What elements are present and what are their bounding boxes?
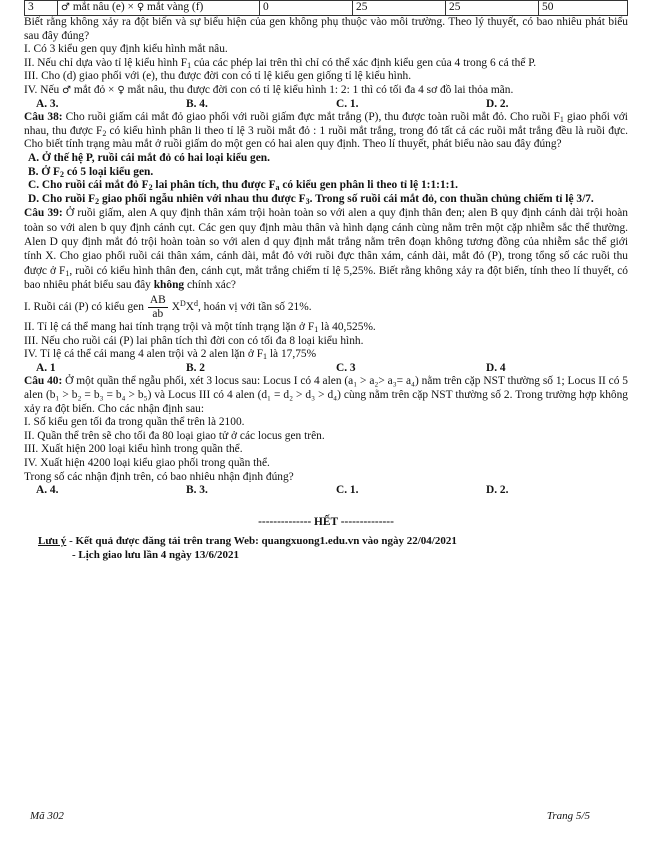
q40-options (24, 484, 628, 498)
note-block (24, 535, 628, 562)
table-cell: 25 (446, 1, 539, 16)
text: II. Tỉ lệ cá thể mang hai tính trạng trội và một tính trạng lặn ở F (24, 321, 315, 334)
question-39-section (24, 206, 628, 375)
table-cell: 50 (539, 1, 628, 16)
text: X (185, 301, 194, 314)
q38-option-c[interactable]: C. Cho ruồi cái mắt đỏ $F_2$ lai phân tích, thu được $F_a$ có kiểu gen phân li theo tỉ lệ 1:1:1:1. (28, 179, 458, 193)
table-cell: 3 (25, 1, 58, 16)
q37-statement-1: I. Có 3 kiểu gen quy định kiểu hình mắt nâu. (24, 43, 228, 56)
option-d[interactable]: D. 2. (486, 97, 509, 110)
q39-statement-3: III. Nếu cho ruồi cái (P) lai phân tích thì đời con có tối đa 8 loại kiểu hình. (24, 334, 364, 347)
exam-code: Mã 302 (30, 810, 64, 822)
q39-stem (24, 206, 628, 292)
page-number: Trang 5/5 (546, 810, 590, 822)
subscript: 1 (65, 268, 70, 278)
note-text: - Kết quả được đăng tải trên trang Web: quangxuong1.edu.vn vào ngày 22/04/2021 (66, 535, 457, 548)
question-37-section (24, 16, 628, 111)
q38-option-b[interactable]: B. Ở $F_2$ có 5 loại kiểu gen. (28, 165, 154, 179)
q37-statement-3: III. Cho (d) giao phối với (e), thu được đời con có tỉ lệ kiểu gen giống tỉ lệ kiểu hình. (24, 70, 412, 83)
text: giao phối với nhau, thu được F (24, 111, 628, 137)
text: của các phép lai trên thì chỉ có thể xác định kiểu gen của 4 trong 6 cá thể P. (191, 56, 537, 69)
text: có kiểu hình phân li theo tỉ lệ 3 ruồi mắt đỏ : 1 ruồi mắt trắng, trong đó tất cả các ruồi mắt trắng đều là ruồi đực. Cho biết tính trạng màu mắt ở ruồi giấm do một gen có hai alen quy định. Theo lí thuyết, phát biểu nào sau đây đúng? (24, 124, 628, 151)
cross-text: mắt vàng (f) (144, 1, 204, 14)
table-cell-cross (58, 1, 260, 16)
text: mắt đỏ × (71, 83, 118, 96)
option-d[interactable]: D. 4 (486, 361, 506, 374)
note-text: - Lịch giao lưu lần 4 ngày 13/6/2021 (72, 549, 240, 561)
subscript: 2 (102, 128, 107, 138)
superscript: d (193, 299, 198, 309)
q37-intro: Biết rằng không xảy ra đột biến và sự biểu hiện của gen không phụ thuộc vào môi trường. Theo lý thuyết, có bao nhiêu phát biểu sau đây đúng? (24, 16, 628, 42)
question-38-section (24, 111, 628, 206)
q40-statement-4: IV. Xuất hiện 4200 loại kiểu giao phối trong quần thể. (24, 457, 270, 470)
q38-option-a[interactable]: A. Ở thế hệ P, ruồi cái mắt đỏ có hai loại kiểu gen. (28, 151, 270, 164)
option-c[interactable]: C. 1. (336, 97, 359, 110)
text: Cho ruồi giấm cái mắt đỏ giao phối với ruồi giấm đực mắt trắng (P), thu được toàn ruồi mắt đỏ. Cho ruồi F (62, 111, 560, 124)
fraction-denominator: ab (152, 308, 164, 321)
option-c[interactable]: C. 3 (336, 361, 356, 374)
option-a[interactable]: A. 1 (36, 361, 56, 374)
question-40-section (24, 375, 628, 497)
text: II. Nếu chỉ dựa vào tỉ lệ kiểu hình F (24, 56, 188, 69)
question-label: Câu 40: (24, 375, 63, 388)
q40-question: Trong số các nhận định trên, có bao nhiêu nhận định đúng? (24, 470, 294, 483)
option-b[interactable]: B. 4. (186, 97, 208, 110)
table-cell: 0 (260, 1, 353, 16)
text: IV. Nếu (24, 83, 63, 96)
exam-page (24, 0, 628, 563)
end-marker: -------------- HẾT -------------- (258, 515, 394, 528)
q37-statement-4 (24, 84, 628, 98)
text: chính xác? (184, 278, 236, 291)
note-line-2 (38, 549, 628, 563)
q39-statement-2 (24, 321, 628, 335)
q39-statement-4 (24, 348, 628, 362)
text: mắt nâu, thu được đời con có tỉ lệ kiểu hình 1: 2: 1 thì có tối đa 4 sơ đồ lai thỏa mãn. (124, 83, 514, 96)
emphasis: không (153, 278, 185, 291)
text: Ở ruồi giấm, alen A quy định thân xám trội hoàn toàn so với alen a quy định thân đen; alen B quy định cánh dài trội hoàn toàn so với alen b quy định cánh cụt. Các gen quy định màu thân và hình dạng cánh cùng nằm trên một cặp nhiễm sắc thể thường. Alen D quy định mắt đỏ trội hoàn toàn so với alen d quy định mắt trắng nằm trên đoạn không tương đồng của nhiễm sắc thể giới tính X. Cho giao phối ruồi cái thân xám, cánh dài, mắt đỏ với ruồi đực thân xám, cánh dài, mắt đỏ (P), trong tổng số các ruồi thu được ở F (24, 207, 628, 277)
option-b[interactable]: B. 2 (186, 361, 205, 374)
q37-options (24, 98, 628, 112)
text: I. Ruồi cái (P) có kiểu gen (24, 301, 144, 314)
subscript: 1 (559, 115, 564, 125)
q40-stem (24, 375, 628, 416)
question-label: Câu 39: (24, 207, 63, 220)
question-label: Câu 38: (24, 111, 63, 124)
cross-text: mắt nâu (e) × (69, 1, 137, 14)
table-cell: 25 (353, 1, 446, 16)
text: là 40,525%. (318, 321, 376, 334)
text: là 17,75% (267, 348, 317, 361)
q40-statement-2: II. Quần thể trên sẽ cho tối đa 80 loại giao tử ở các locus gen trên. (24, 429, 325, 442)
fraction-numerator: AB (149, 294, 166, 307)
text: Ở một quần thể ngẫu phối, xét 3 locus sau: Locus I có 4 alen (a₁ > a₂> a₃= a₄) nằm trên cặp NST thường số 1; Locus II có 5 alen (b₁ > b₂ = b₃ = b₄ > b₅) và Locus III có 4 alen (d₁ = d₂ > d₃ > d₄) cùng nằm trên cặp NST thường số 2. Trong trường hợp không xảy ra đột biến. Cho các nhận định sau: (24, 375, 628, 415)
q40-statement-3: III. Xuất hiện 200 loại kiểu hình trong quần thể. (24, 443, 243, 456)
q39-options (24, 362, 628, 376)
q37-statement-2 (24, 57, 628, 71)
superscript: D (179, 299, 186, 309)
text: IV. Tỉ lệ cá thể cái mang 4 alen trội và 2 alen lặn ở F (24, 348, 264, 361)
q38-option-d[interactable]: D. Cho ruồi $F_2$ giao phối ngẫu nhiên với nhau thu được $F_3$. Trong số ruồi cái mắt đỏ, con thuần chủng chiếm tỉ lệ 3/7. (28, 192, 594, 206)
male-symbol-icon: ♂ (62, 84, 72, 96)
female-symbol-icon: ♀ (136, 2, 145, 14)
subscript: 1 (314, 325, 319, 335)
q40-statement-1: I. Số kiểu gen tối đa trong quần thể trên là 2100. (24, 416, 245, 429)
option-a[interactable]: A. 3. (36, 97, 59, 110)
text: , ruồi có kiểu hình thân đen, cánh cụt, mắt trắng chiếm tỉ lệ 5,25%. Biết rằng không xảy ra đột biến, tính theo lí thuyết, có bao nhiêu phát biểu sau đây (24, 264, 628, 291)
note-label: Lưu ý (38, 535, 67, 548)
female-symbol-icon: ♀ (117, 84, 125, 96)
option-b[interactable]: B. 3. (186, 484, 208, 497)
option-c[interactable]: C. 1. (336, 484, 359, 497)
note-line-1 (38, 535, 628, 549)
text: X (171, 301, 180, 314)
option-d[interactable]: D. 2. (486, 484, 509, 497)
q39-statement-1 (24, 294, 628, 321)
option-a[interactable]: A. 4. (36, 484, 59, 497)
result-table (24, 0, 628, 16)
text: , hoán vị với tần số 21%. (197, 301, 312, 314)
genotype-fraction (148, 294, 168, 321)
q38-stem (24, 111, 628, 152)
subscript: 1 (187, 60, 192, 70)
male-symbol-icon: ♂ (61, 2, 70, 14)
table-row (25, 1, 628, 16)
subscript: 1 (263, 352, 268, 362)
